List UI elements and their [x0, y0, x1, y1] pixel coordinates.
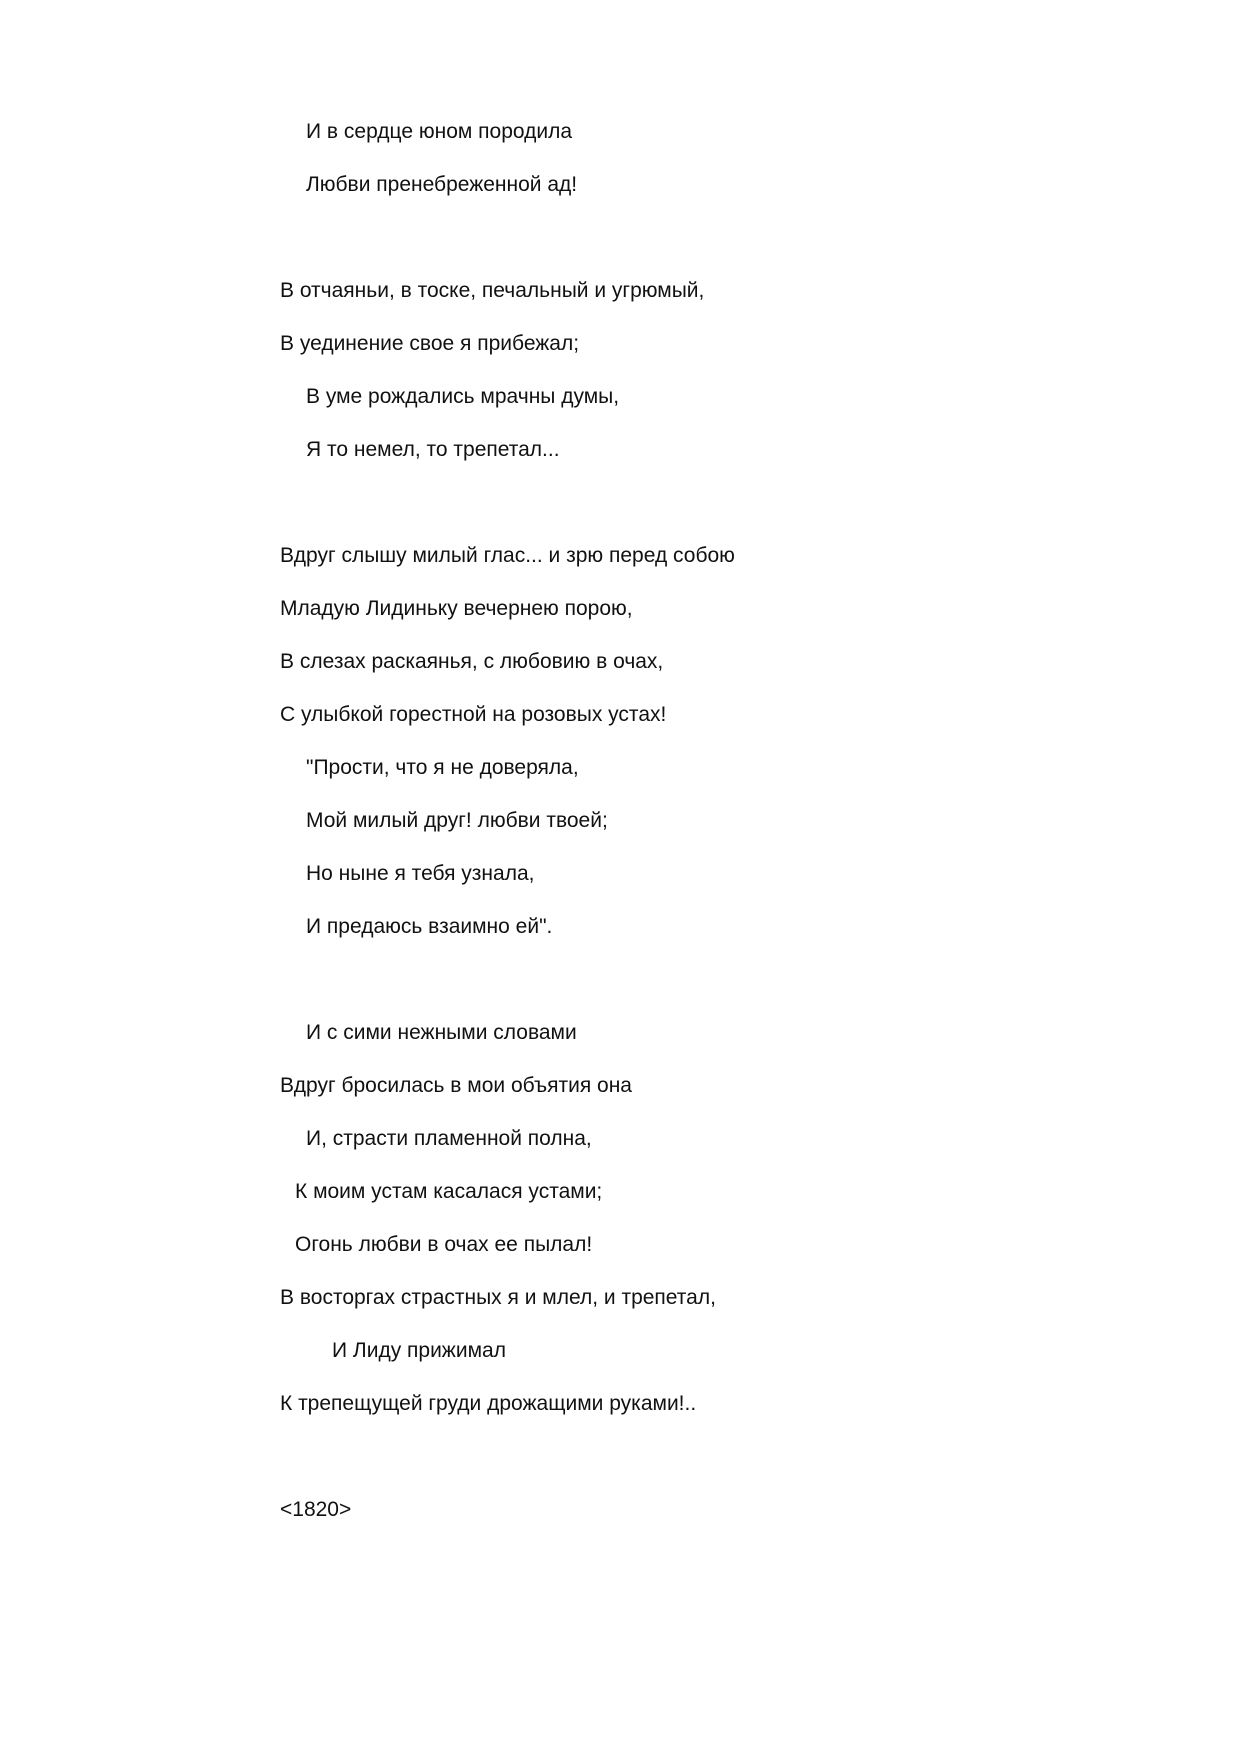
poem-line: Огонь любви в очах ее пылал! — [295, 1233, 593, 1256]
poem-line: Любви пренебреженной ад! — [306, 173, 578, 196]
poem-line: Вдруг бросилась в мои объятия она — [280, 1074, 632, 1097]
poem-line: Мой милый друг! любви твоей; — [306, 809, 608, 832]
poem-line: В отчаяньи, в тоске, печальный и угрюмый, — [280, 279, 705, 302]
poem-line: И предаюсь взаимно ей". — [306, 915, 553, 938]
poem-line: Вдруг слышу милый глас... и зрю перед собою — [280, 544, 735, 567]
poem-line: К моим устам касалася устами; — [295, 1180, 603, 1203]
poem-line: И Лиду прижимал — [332, 1339, 506, 1362]
poem-line: В восторгах страстных я и млел, и трепетал, — [280, 1286, 716, 1309]
poem-line: "Прости, что я не доверяла, — [306, 756, 579, 779]
poem-line: И в сердце юном породила — [306, 120, 573, 143]
poem-line: И, страсти пламенной полна, — [306, 1127, 592, 1150]
poem-line: К трепещущей груди дрожащими руками!.. — [280, 1392, 697, 1415]
poem-line: В слезах раскаянья, с любовию в очах, — [280, 650, 664, 673]
poem-date: <1820> — [280, 1498, 352, 1521]
poem-line: В уме рождались мрачны думы, — [306, 385, 620, 408]
poem-line: И с сими нежными словами — [306, 1021, 577, 1044]
poem-line: Я то немел, то трепетал... — [306, 438, 560, 461]
poem-line: Но ныне я тебя узнала, — [306, 862, 535, 885]
poem-line: С улыбкой горестной на розовых устах! — [280, 703, 667, 726]
poem-line: Младую Лидиньку вечернею порою, — [280, 597, 633, 620]
poem-line: В уединение свое я прибежал; — [280, 332, 580, 355]
